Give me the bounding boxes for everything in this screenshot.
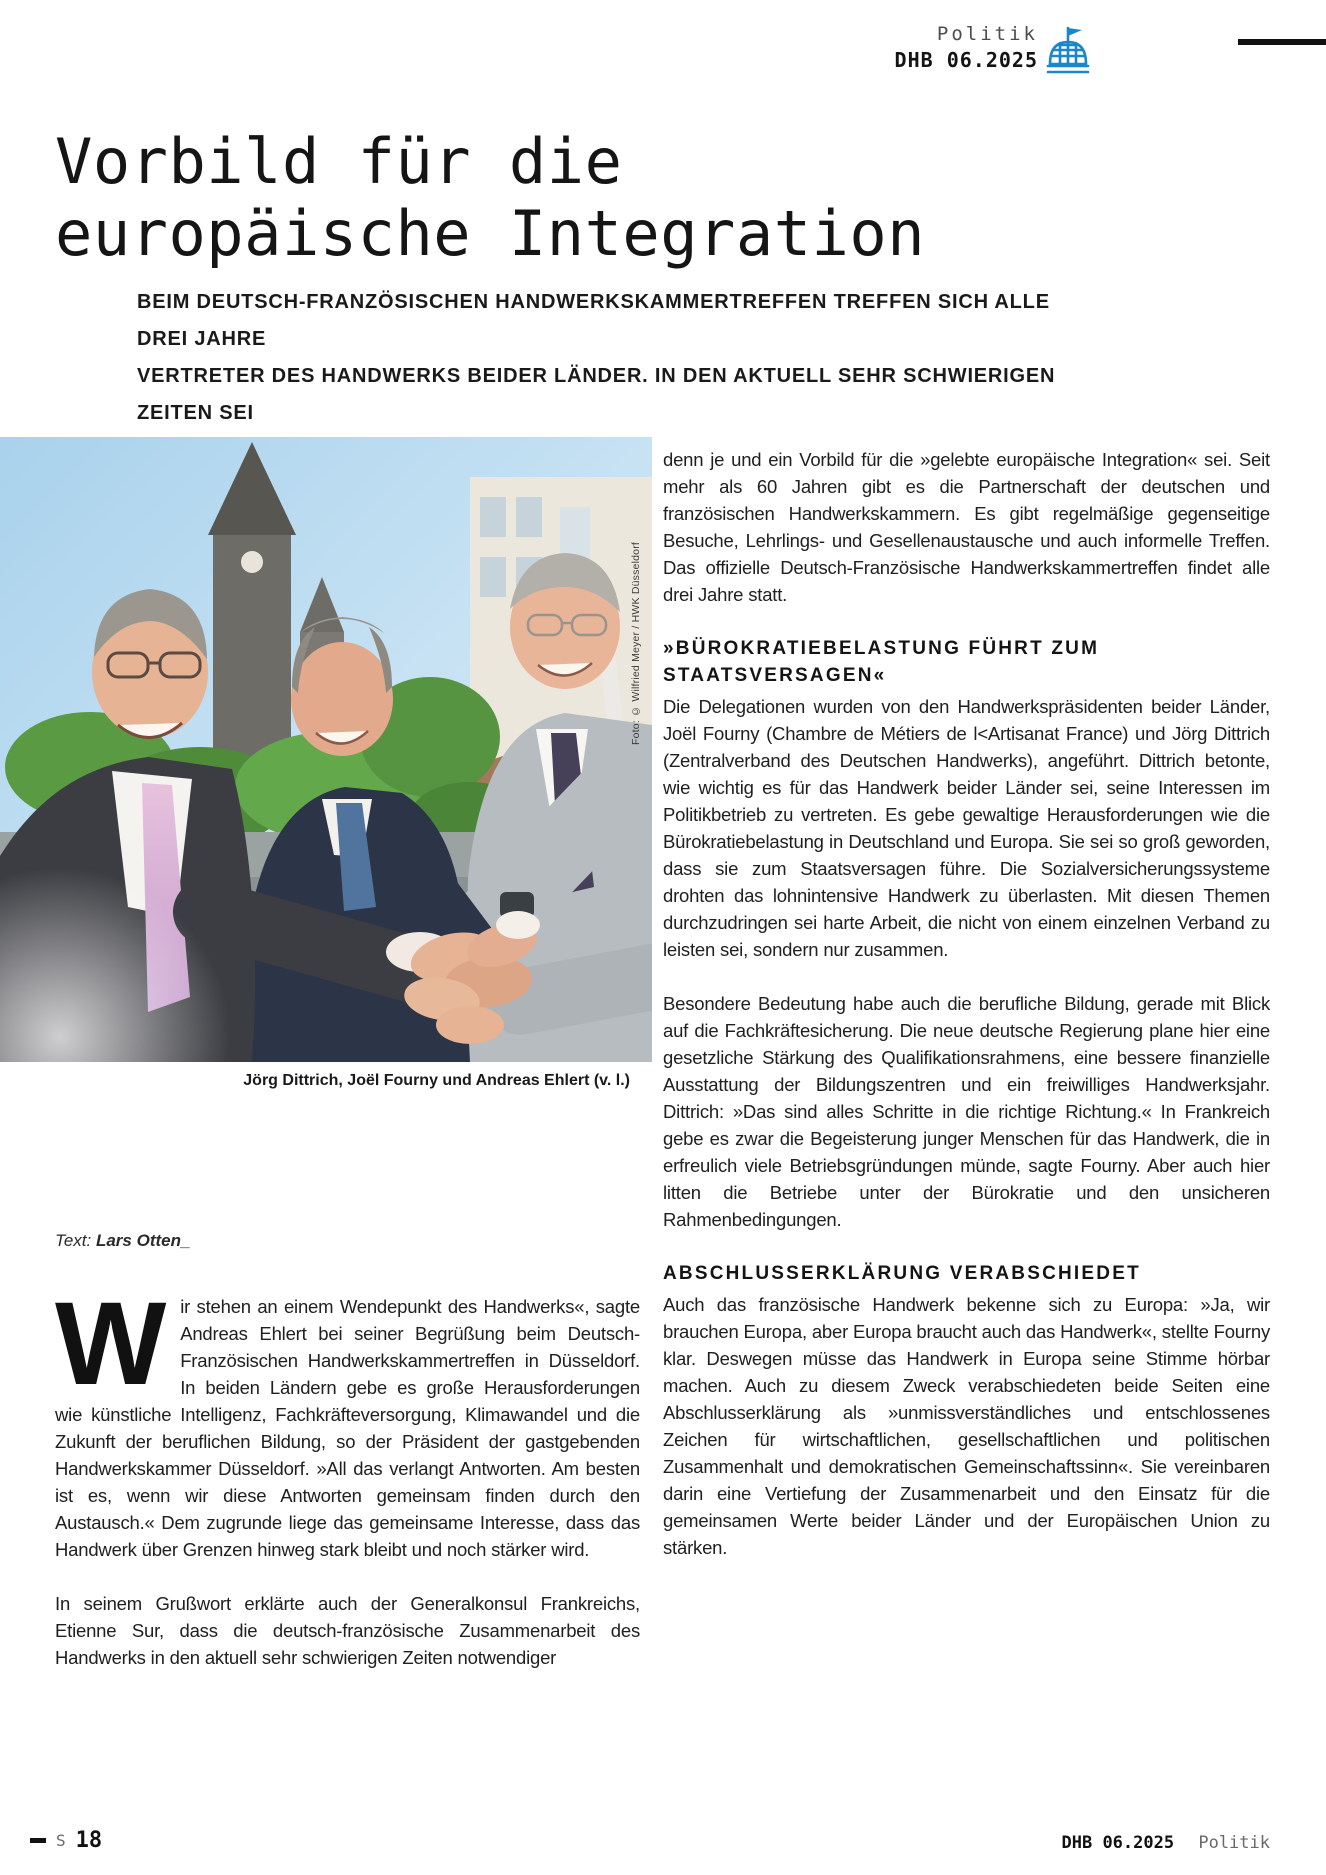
photo-caption: Jörg Dittrich, Joël Fourny und Andreas Ehlert (v. l.)	[243, 1072, 630, 1089]
standfirst-line: BEIM DEUTSCH-FRANZÖSISCHEN HANDWERKSKAMMERTREFFEN TREFFEN SICH ALLE DREI JAHRE	[137, 291, 1050, 350]
footer-page-number: 18	[75, 1828, 103, 1853]
paragraph: denn je und ein Vorbild für die »gelebte europäische Integration« sei. Seit mehr als 60 Jahren gibt es die Partnerschaft der deutschen und französischen Handwerkskammern. Es gibt regelmäßige gegenseitige Besuche, Lehrlings- und Gesellenaustausche und auch informelle Treffen. Das offizielle Deutsch-Französische Handwerkskammertreffen findet alle drei Jahre statt.	[663, 449, 1270, 605]
standfirst-line: VERTRETER DES HANDWERKS BEIDER LÄNDER. IN DEN AKTUELL SEHR SCHWIERIGEN ZEITEN SEI	[137, 365, 1056, 424]
paragraph: Auch das französische Handwerk bekenne sich zu Europa: »Ja, wir brauchen Europa, aber Europa braucht auch das Handwerk«, stellte Fourny klar. Deswegen müsse das Handwerk in Europa seine Stimme hörbar machen. Auch zu diesem Zweck verabschiedeten beide Seiten eine Abschlusserklärung als »unmissverständliches und entschlossenes Zeichen für wirtschaftlichen, gesellschaftlichen und politischen Zusammenhalt und demokratischen Gemeinschaftssinn«. Sie vereinbaren darin eine Vertiefung der Zusammenarbeit und den Einsatz für die gemeinsamen Werte beider Länder und der Europäischen Union zu stärken.	[663, 1294, 1270, 1558]
article-column-right	[663, 446, 1270, 1588]
paragraph	[55, 1278, 640, 1563]
header-rule	[1238, 39, 1326, 45]
section-subhead: ABSCHLUSSERKLÄRUNG VERABSCHIEDET	[663, 1263, 1141, 1284]
paragraph: Die Delegationen wurden von den Handwerkspräsidenten beider Länder, Joël Fourny (Chambre de Métiers de l<Artisanat France) und Jörg Dittrich (Zentralverband des Deutschen Handwerks), angeführt. Dittrich betonte, wie wichtig es für das Handwerk beider Länder sei, seine Interessen im Politikbetrieb zu vertreten. Es gebe gewaltige Herausforderungen wie die Bürokratiebelastung in Deutschland und Europa. Sie sei so groß geworden, dass sie zum Staatsversagen führe. Die Sozialversicherungssysteme drohten das lohnintensive Handwerk zu überlasten. Mit diesen Themen durchzudringen sei harte Arbeit, die nicht von einem einzelnen Verband zu leisten sei, sondern nur zusammen.	[663, 696, 1270, 960]
reichstag-dome-icon	[1046, 26, 1090, 76]
paragraph: In seinem Grußwort erklärte auch der Generalkonsul Frankreichs, Etienne Sur, dass die deutsch-französische Zusammenarbeit des Handwerks in den aktuell sehr schwierigen Zeiten notwendiger	[55, 1593, 640, 1668]
byline-label: Text:	[55, 1231, 92, 1250]
header-meta	[895, 24, 1038, 71]
byline	[55, 1231, 190, 1251]
header-issue-label: DHB 06.2025	[894, 47, 1038, 72]
footer-right	[1062, 1833, 1271, 1853]
byline-suffix: _	[181, 1231, 191, 1250]
article-column-left	[55, 1278, 640, 1698]
byline-author: Lars Otten	[95, 1231, 181, 1250]
footer-page-label: S	[56, 1831, 66, 1850]
article-photo	[0, 437, 652, 1062]
page-title	[55, 126, 925, 270]
photo-credit: Foto: © Wilfried Meyer / HWK Düsseldorf	[630, 541, 642, 745]
paragraph: Besondere Bedeutung habe auch die berufliche Bildung, gerade mit Blick auf die Fachkräftesicherung. Die neue deutsche Regierung plane hier eine gesetzliche Stärkung des Qualifikationsrahmens, eine bessere finanzielle Ausstattung der Bildungszentren und ein freiwilliges Handwerksjahr. Dittrich: »Das sind alles Schritte in die richtige Richtung.« In Frankreich gebe es zwar die Begeisterung junger Menschen für das Handwerk, die in erfreulich viele Betriebsgründungen münde, sagte Fourny. Aber auch hier litten die Betriebe unter der Bürokratie und den unsicheren Rahmenbedingungen.	[663, 993, 1270, 1230]
footer-left	[30, 1828, 102, 1853]
paragraph-text: ir stehen an einem Wendepunkt des Handwerks«, sagte Andreas Ehlert bei seiner Begrüßung beim Deutsch-Französischen Handwerkskammertreffen in Düsseldorf. In beiden Ländern gebe es große Herausforderungen wie künstliche Intelligenz, Fachkräfteversorgung, Klimawandel und die Zukunft der beruflichen Bildung, so der Präsident der gastgebenden Handwerkskammer Düsseldorf. »All das verlangt Antworten. Am besten ist es, wenn wir diese Antworten gemeinsam finden durch den Austausch.« Dem zugrunde liege das gemeinsame Interesse, dass das Handwerk über Grenzen hinweg stark bleibt und noch stärker wird.	[55, 1296, 640, 1560]
headline-line1: Vorbild für die	[55, 125, 623, 198]
headline-line2: europäische Integration	[55, 197, 926, 270]
footer-dash	[30, 1838, 46, 1843]
section-subhead: »BÜROKRATIEBELASTUNG FÜHRT ZUM STAATSVERSAGEN«	[663, 638, 1100, 686]
header-section-label: Politik	[936, 23, 1038, 45]
footer-issue: DHB 06.2025	[1061, 1833, 1175, 1853]
footer-section: Politik	[1198, 1833, 1270, 1853]
drop-cap: W	[55, 1278, 167, 1410]
